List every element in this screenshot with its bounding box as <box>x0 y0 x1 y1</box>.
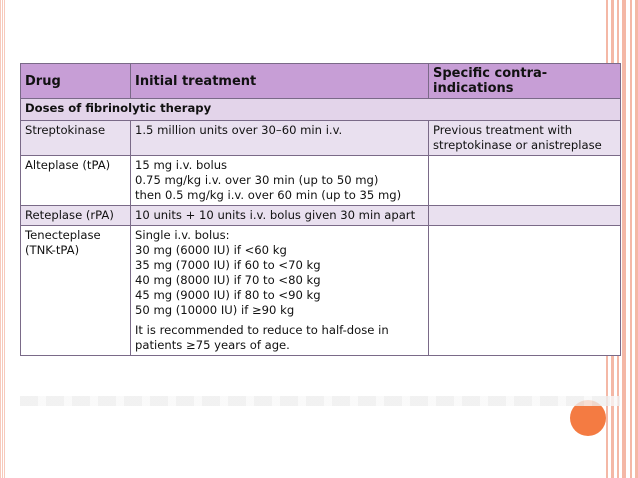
drug-cell <box>21 206 131 226</box>
fibrinolytic-dosing-table <box>20 63 621 356</box>
treatment-line: 35 mg (7000 IU) if 60 to <70 kg <box>135 258 321 272</box>
drug-name: (TNK-tPA) <box>25 243 80 257</box>
treatment-line: 0.75 mg/kg i.v. over 30 min (up to 50 mg) <box>135 173 379 187</box>
treatment-line: 15 mg i.v. bolus <box>135 158 228 172</box>
treatment-line: then 0.5 mg/kg i.v. over 60 min (up to 35 mg) <box>135 188 402 202</box>
treatment-line: 40 mg (8000 IU) if 70 to <80 kg <box>135 273 321 287</box>
drug-cell <box>21 226 131 356</box>
drug-cell <box>21 121 131 156</box>
contra-cell <box>429 156 621 206</box>
treatment-line: 10 units + 10 units i.v. bolus given 30 min apart <box>135 208 416 222</box>
table-row <box>21 226 621 356</box>
header-drug: Drug <box>21 64 131 99</box>
slide-left-border <box>0 0 6 478</box>
treatment-line: 1.5 million units over 30–60 min i.v. <box>135 123 343 137</box>
contra-cell <box>429 226 621 356</box>
drug-name: Alteplase (tPA) <box>25 158 111 172</box>
treatment-note: It is recommended to reduce to half-dose in <box>135 323 389 337</box>
treatment-cell <box>131 121 429 156</box>
drug-name: Reteplase (rPA) <box>25 208 114 222</box>
table-header-row <box>21 64 621 99</box>
section-title: Doses of fibrinolytic therapy <box>21 99 621 121</box>
treatment-note: patients ≥75 years of age. <box>135 338 290 352</box>
drug-name: Streptokinase <box>25 123 106 137</box>
treatment-cell <box>131 226 429 356</box>
contra-cell <box>429 206 621 226</box>
treatment-line: 45 mg (9000 IU) if 80 to <90 kg <box>135 288 321 302</box>
contra-line: streptokinase or anistreplase <box>433 138 602 152</box>
treatment-line: Single i.v. bolus: <box>135 228 230 242</box>
section-row <box>21 99 621 121</box>
treatment-line: 30 mg (6000 IU) if <60 kg <box>135 243 287 257</box>
table-row <box>21 156 621 206</box>
header-initial-treatment: Initial treatment <box>131 64 429 99</box>
drug-cell <box>21 156 131 206</box>
contra-cell <box>429 121 621 156</box>
treatment-cell <box>131 206 429 226</box>
table-row <box>21 206 621 226</box>
treatment-line: 50 mg (10000 IU) if ≥90 kg <box>135 303 295 317</box>
header-contra-indications: Specific contra-indications <box>429 64 621 99</box>
treatment-cell <box>131 156 429 206</box>
drug-name: Tenecteplase <box>25 228 101 242</box>
contra-line: Previous treatment with <box>433 123 573 137</box>
table-reflection <box>20 396 620 406</box>
table-row <box>21 121 621 156</box>
